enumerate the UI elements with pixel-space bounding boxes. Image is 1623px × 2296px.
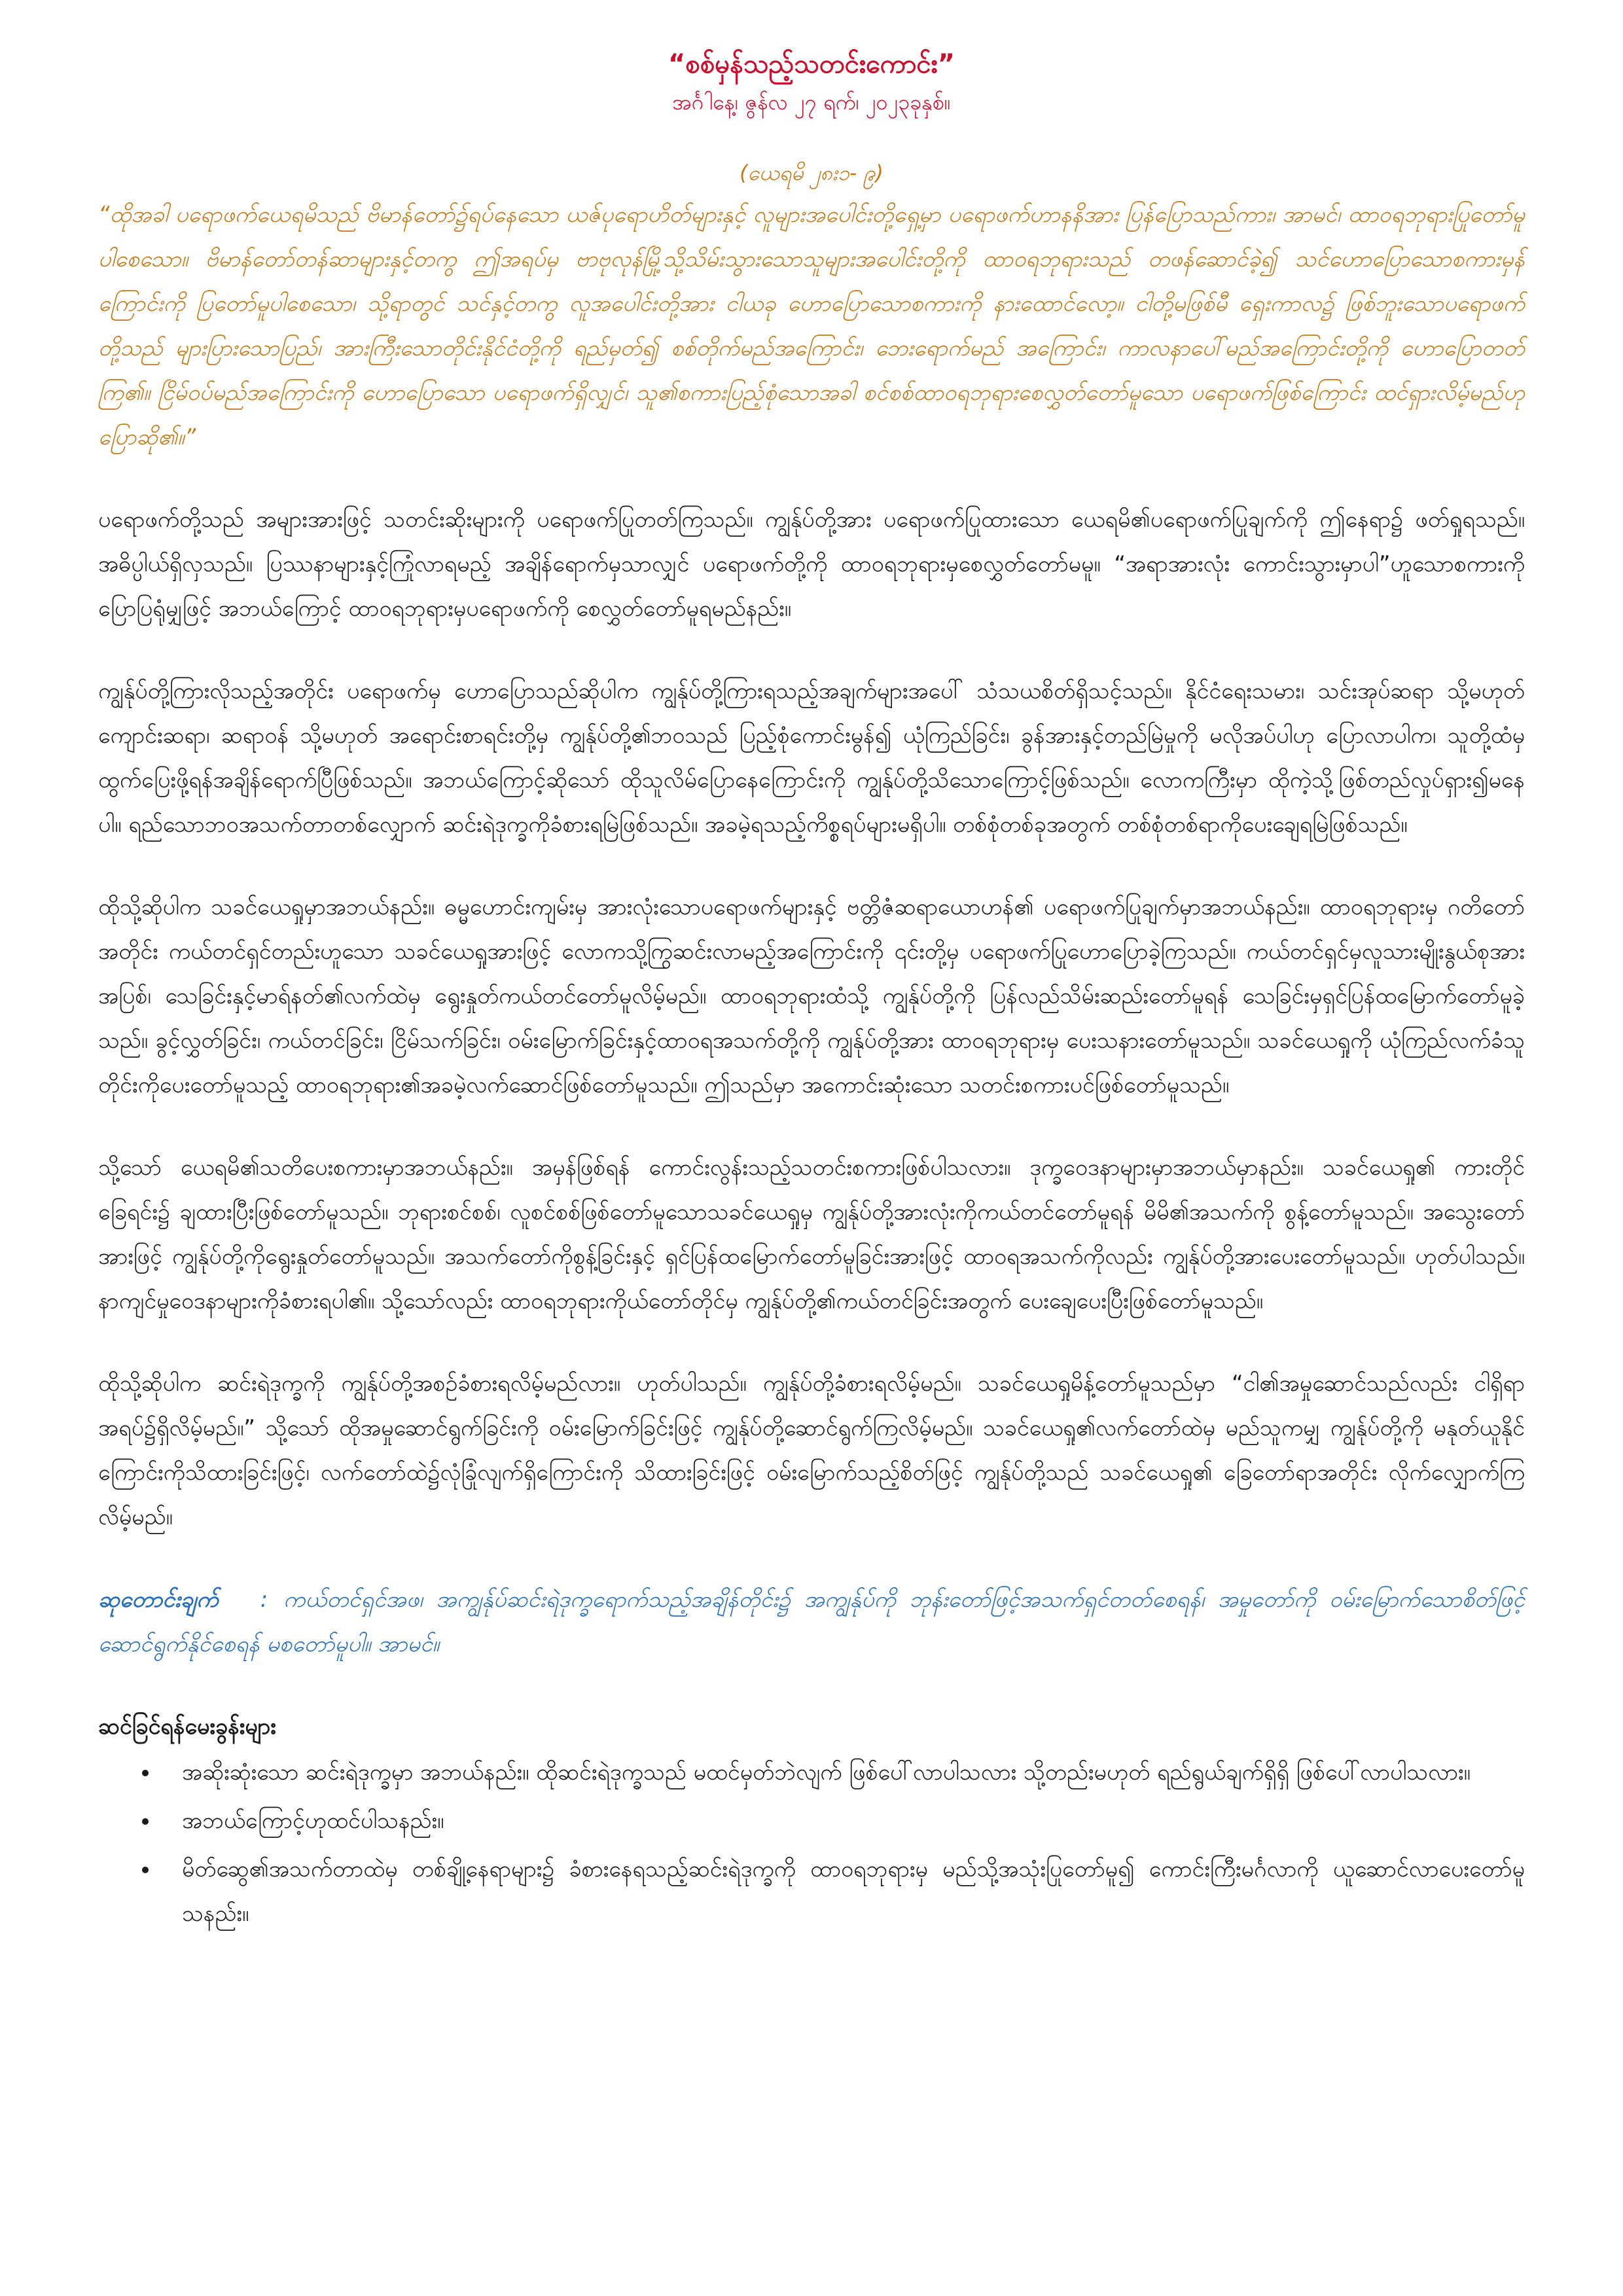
body-paragraph-2: ကျွန်ုပ်တို့ကြားလိုသည့်အတိုင်း ပရောဖက်မှ ဟောပြောသည်ဆိုပါက ကျွန်ုပ်တို့ကြားရသည့်အချက်များအပေါ် သံသယစိတ်ရှိသင့်သည်။ နိုင်ငံရေးသမား၊ သင်းအုပ်ဆရာ သို့မဟုတ် ကျောင်းဆရာ၊ ဆရာဝန် သို့မဟုတ် အရောင်းစာရင်းတို့မှ ကျွန်ုပ်တို့၏ဘဝသည် ပြည့်စုံကောင်းမွန်၍ ယုံကြည်ခြင်း၊ ခွန်အားနှင့်တည်မြဲမှုကို မလိုအပ်ပါဟု ပြောလာပါက၊ သူတို့ထံမှ ထွက်ပြေးဖို့ရန်အချိန်ရောက်ပြီဖြစ်သည်။ အဘယ်ကြောင့်ဆိုသော် ထိုသူလိမ်ပြောနေကြောင်းကို ကျွန်ုပ်တို့သိသောကြောင့်ဖြစ်သည်။ လောကကြီးမှာ ထိုကဲ့သို့ဖြစ်တည်လှုပ်ရှား၍မနေပါ။ ရည်သောဘဝအသက်တာတစ်လျှောက် ဆင်းရဲဒုက္ခကိုခံစားရမြဲဖြစ်သည်။ အခမဲ့ရသည့်ကိစ္စရပ်များမရှိပါ။ တစ်စုံတစ်ခုအတွက် တစ်စုံတစ်ရာကိုပေးချေရမြဲဖြစ်သည်။ (98, 678, 1525, 838)
page-date: အင်္ဂါနေ့၊ ဇွန်လ ၂၇ ရက်၊ ၂၀၂၃ခုနှစ်။ (672, 90, 951, 115)
page-title: “စစ်မှန်သည့်သတင်းကောင်း” (668, 49, 955, 79)
prayer-text: ကယ်တင်ရှင်အဖ၊ အကျွန်ုပ်ဆင်းရဲဒုက္ခရောက်သည့်အချိန်တိုင်း၌ အကျွန်ုပ်ကို ဘုန်းတော်ဖြင့်အသက်ရှင်တတ်စေရန်၊ အမှုတော်ကို ဝမ်းမြောက်သောစိတ်ဖြင့် ဆောင်ရွက်နိုင်စေရန် မစတော်မူပါ။ အာမင်။ (98, 1587, 1525, 1657)
prayer-block (98, 1577, 1525, 1666)
question-item: • အဆိုးဆုံးသော ဆင်းရဲဒုက္ခမှာ အဘယ်နည်း။ ထိုဆင်းရဲဒုက္ခသည် မထင်မှတ်ဘဲလျက် ဖြစ်ပေါ်လာပါသလား သို့တည်းမဟုတ် ရည်ရွယ်ချက်ရှိရှိ ဖြစ်ပေါ်လာပါသလား။ (160, 1750, 1525, 1795)
prayer-label: ဆုတောင်းချက် (98, 1587, 219, 1613)
body-paragraph-5: ထိုသို့ဆိုပါက ဆင်းရဲဒုက္ခကို ကျွန်ုပ်တို့အစဉ်ခံစားရလိမ့်မည်လား။ ဟုတ်ပါသည်။ ကျွန်ုပ်တို့ခံစားရလိမ့်မည်။ သခင်ယေရှုမိန့်တော်မူသည်မှာ “ငါ၏အမှုဆောင်သည်လည်း ငါရှိရာအရပ်၌ရှိလိမ့်မည်။” သို့သော် ထိုအမှုဆောင်ရွက်ခြင်းကို ဝမ်းမြောက်ခြင်းဖြင့် ကျွန်ုပ်တို့ဆောင်ရွက်ကြလိမ့်မည်။ သခင်ယေရှု၏လက်တော်ထဲမှ မည်သူကမျှ ကျွန်ုပ်တို့ကို မနုတ်ယူနိုင်ကြောင်းကိုသိထားခြင်းဖြင့်၊ လက်တော်ထဲ၌လုံခြုံလျက်ရှိကြောင်းကို သိထားခြင်းဖြင့် ဝမ်းမြောက်သည့်စိတ်ဖြင့် ကျွန်ုပ်တို့သည် သခင်ယေရှု၏ ခြေတော်ရာအတိုင်း လိုက်လျှောက်ကြလိမ့်မည်။ (98, 1371, 1525, 1530)
questions-heading: ဆင်ခြင်ရန်မေးခွန်းများ (98, 1713, 276, 1740)
body-paragraph-1: ပရောဖက်တို့သည် အများအားဖြင့် သတင်းဆိုးများကို ပရောဖက်ပြုတတ်ကြသည်။ ကျွန်ုပ်တို့အား ပရောဖက်ပြုထားသော ယေရမိ၏ပရောဖက်ပြုချက်ကို ဤနေရာ၌ ဖတ်ရှုရသည်။ အဓိပ္ပါယ်ရှိလှသည်။ ပြဿနာများနှင့်ကြုံလာရမည့် အချိန်ရောက်မှသာလျှင် ပရောဖက်တို့ကို ထာဝရဘုရားမှစေလွှတ်တော်မမူ။ “အရာအားလုံး ကောင်းသွားမှာပါ”ဟူသောစကားကို ပြောပြရုံမျှဖြင့် အဘယ်ကြောင့် ထာဝရဘုရားမှပရောဖက်ကို စေလွှတ်တော်မူရမည်နည်း။ (98, 507, 1525, 622)
scripture-reference: (ယေရမိ ၂၈း၁- ၉) (739, 160, 884, 185)
body-paragraph-3: ထိုသို့ဆိုပါက သခင်ယေရှုမှာအဘယ်နည်း။ ဓမ္မဟောင်းကျမ်းမှ အားလုံးသောပရောဖက်များနှင့် ဗတ္တိဇံဆရာယောဟန်၏ ပရောဖက်ပြုချက်မှာအဘယ်နည်း။ ထာဝရဘုရားမှ ဂတိတော်အတိုင်း ကယ်တင်ရှင်တည်းဟူသော သခင်ယေရှုအားဖြင့် လောကသို့ကြွဆင်းလာမည့်အကြောင်းကို ၎င်းတို့မှ ပရောဖက်ပြုဟောပြောခဲ့ကြသည်။ ကယ်တင်ရှင်မှလူသားမျိုးနွယ်စုအားအပြစ်၊ သေခြင်းနှင့်မာရ်နတ်၏လက်ထဲမှ ရွေးနှုတ်ကယ်တင်တော်မူလိမ့်မည်။ ထာဝရဘုရားထံသို့ ကျွန်ုပ်တို့ကို ပြန်လည်သိမ်းဆည်းတော်မူရန် သေခြင်းမှရှင်ပြန်ထမြောက်တော်မူခဲ့သည်။ ခွင့်လွှတ်ခြင်း၊ ကယ်တင်ခြင်း၊ ငြိမ်သက်ခြင်း၊ ဝမ်းမြောက်ခြင်းနှင့်ထာဝရအသက်တို့ကို ကျွန်ုပ်တို့အား ထာဝရဘုရားမှ ပေးသနားတော်မူသည်။ သခင်ယေရှုကို ယုံကြည်လက်ခံသူတိုင်းကိုပေးတော်မူသည့် ထာဝရဘုရား၏အခမဲ့လက်ဆောင်ဖြစ်တော်မူသည်။ ဤသည်မှာ အကောင်းဆုံးသော သတင်းစကားပင်ဖြစ်တော်မူသည်။ (98, 894, 1525, 1098)
devotional-page (98, 26, 1525, 1940)
questions-list (98, 1750, 1525, 1936)
body-paragraph-4: သို့သော် ယေရမိ၏သတိပေးစကားမှာအဘယ်နည်း။ အမှန်ဖြစ်ရန် ကောင်းလွန်းသည့်သတင်းစကားဖြစ်ပါသလား။ ဒုက္ခဝေဒနာများမှာအဘယ်မှာနည်း။ သခင်ယေရှု၏ ကားတိုင်ခြေရင်း၌ ချထားပြီးဖြစ်တော်မူသည်။ ဘုရားစင်စစ်၊ လူစင်စစ်ဖြစ်တော်မူသောသခင်ယေရှုမှ ကျွန်ုပ်တို့အားလုံးကိုကယ်တင်တော်မူရန် မိမိ၏အသက်ကို စွန့်တော်မူသည်။ အသွေးတော်အားဖြင့် ကျွန်ုပ်တို့ကိုရွေးနှုတ်တော်မူသည်။ အသက်တော်ကိုစွန့်ခြင်းနှင့် ရှင်ပြန်ထမြောက်တော်မူခြင်းအားဖြင့် ထာဝရအသက်ကိုလည်း ကျွန်ုပ်တို့အားပေးတော်မူသည်။ ဟုတ်ပါသည်။ နာကျင်မှုဝေဒနာများကိုခံစားရပါ၏။ သို့သော်လည်း ထာဝရဘုရားကိုယ်တော်တိုင်မှ ကျွန်ုပ်တို့၏ကယ်တင်ခြင်းအတွက် ပေးချေပေးပြီးဖြစ်တော်မူသည်။ (98, 1155, 1525, 1314)
question-item: • အဘယ်ကြောင့်ဟုထင်ပါသနည်း။ (160, 1799, 1525, 1843)
prayer-separator: : (260, 1587, 268, 1613)
scripture-passage: “ထိုအခါ ပရောဖက်ယေရမိသည် ဗိမာန်တော်၌ရပ်နေသော ယဇ်ပုရောဟိတ်များနှင့် လူများအပေါင်းတို့ရှေ့မှာ ပရောဖက်ဟာနနိအား ပြန်ပြောသည်ကား၊ အာမင်၊ ထာဝရဘုရားပြုတော်မူပါစေသော။ ဗိမာန်တော်တန်ဆာများနှင့်တကွ ဤအရပ်မှ ဗာဗုလုန်မြို့သို့သိမ်းသွားသောသူများအပေါင်းတို့ကို ထာဝရဘုရားသည် တဖန်ဆောင်ခဲ့၍ သင်ဟောပြောသောစကားမှန်ကြောင်းကို ပြတော်မူပါစေသော၊ သို့ရာတွင် သင်နှင့်တကွ လူအပေါင်းတို့အား ငါယခု ဟောပြောသောစကားကို နားထောင်လော့။ ငါတို့မဖြစ်မီ ရှေးကာလ၌ ဖြစ်ဘူးသောပရောဖက်တို့သည် များပြားသောပြည်၊ အားကြီးသောတိုင်းနိုင်ငံတို့ကို ရည်မှတ်၍ စစ်တိုက်မည်အကြောင်း၊ ဘေးရောက်မည် အကြောင်း၊ ကာလနာပေါ်မည်အကြောင်းတို့ကို ဟောပြောတတ်ကြ၏။ ငြိမ်ဝပ်မည်အကြောင်းကို ဟောပြောသော ပရောဖက်ရှိလျှင်၊ သူ၏စကားပြည့်စုံသောအခါ စင်စစ်ထာဝရဘုရားစေလွှတ်တော်မူသော ပရောဖက်ဖြစ်ကြောင်း ထင်ရှားလိမ့်မည်ဟုပြောဆို၏။” (98, 202, 1525, 450)
question-item: • မိတ်ဆွေ၏အသက်တာထဲမှ တစ်ချို့နေရာများ၌ ခံစားနေရသည့်ဆင်းရဲဒုက္ခကို ထာဝရဘုရားမှ မည်သို့အသုံးပြုတော်မူ၍ ကောင်းကြီးမင်္ဂလာကို ယူဆောင်လာပေးတော်မူသနည်း။ (160, 1847, 1525, 1936)
